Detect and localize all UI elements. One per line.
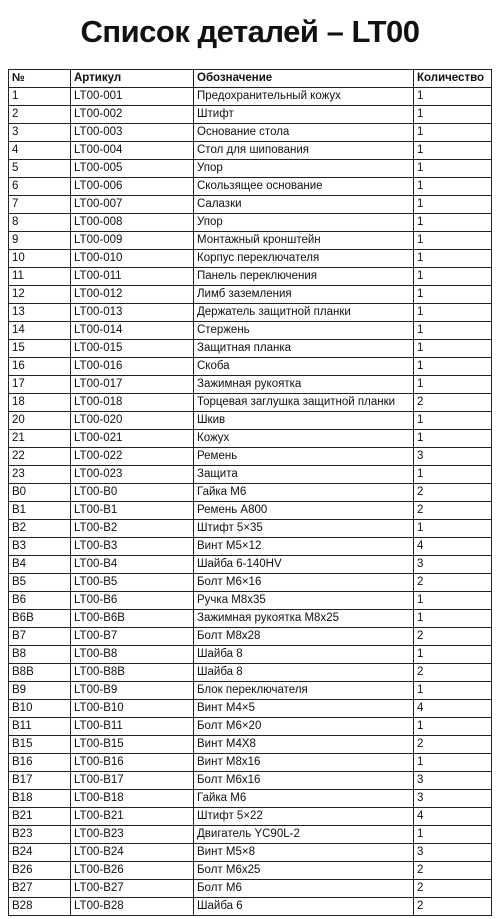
table-row bbox=[9, 412, 492, 430]
cell-quantity: 2 bbox=[414, 484, 492, 502]
page-title: Список деталей – LT00 bbox=[80, 14, 420, 49]
table-row bbox=[9, 610, 492, 628]
table-row bbox=[9, 124, 492, 142]
cell-number: 22 bbox=[9, 448, 71, 466]
cell-quantity: 2 bbox=[414, 664, 492, 682]
table-row bbox=[9, 538, 492, 556]
cell-designation: Штифт 5×22 bbox=[194, 808, 414, 826]
cell-quantity: 1 bbox=[414, 142, 492, 160]
table-row bbox=[9, 520, 492, 538]
table-row bbox=[9, 88, 492, 106]
table-row bbox=[9, 736, 492, 754]
cell-quantity: 1 bbox=[414, 214, 492, 232]
cell-designation: Шайба 8 bbox=[194, 664, 414, 682]
cell-article: LT00-B15 bbox=[71, 736, 194, 754]
column-header-number: № bbox=[9, 70, 71, 88]
cell-number: B15 bbox=[9, 736, 71, 754]
cell-article: LT00-013 bbox=[71, 304, 194, 322]
cell-article: LT00-B8 bbox=[71, 646, 194, 664]
cell-article: LT00-B8B bbox=[71, 664, 194, 682]
cell-number: B2 bbox=[9, 520, 71, 538]
table-row bbox=[9, 142, 492, 160]
cell-designation: Шайба 8 bbox=[194, 646, 414, 664]
cell-article: LT00-021 bbox=[71, 430, 194, 448]
cell-article: LT00-012 bbox=[71, 286, 194, 304]
cell-quantity: 1 bbox=[414, 178, 492, 196]
cell-article: LT00-B6 bbox=[71, 592, 194, 610]
table-row bbox=[9, 322, 492, 340]
cell-number: B8 bbox=[9, 646, 71, 664]
cell-article: LT00-B7 bbox=[71, 628, 194, 646]
cell-quantity: 1 bbox=[414, 232, 492, 250]
table-row bbox=[9, 268, 492, 286]
cell-article: LT00-B9 bbox=[71, 682, 194, 700]
table-row bbox=[9, 592, 492, 610]
cell-article: LT00-B17 bbox=[71, 772, 194, 790]
cell-number: B17 bbox=[9, 772, 71, 790]
cell-designation: Зажимная рукоятка М8х25 bbox=[194, 610, 414, 628]
cell-quantity: 1 bbox=[414, 322, 492, 340]
cell-number: B0 bbox=[9, 484, 71, 502]
cell-article: LT00-B21 bbox=[71, 808, 194, 826]
cell-number: B6 bbox=[9, 592, 71, 610]
table-row bbox=[9, 628, 492, 646]
table-row bbox=[9, 286, 492, 304]
cell-designation: Ремень А800 bbox=[194, 502, 414, 520]
cell-designation: Винт М5×12 bbox=[194, 538, 414, 556]
cell-designation: Гайка М6 bbox=[194, 484, 414, 502]
cell-article: LT00-010 bbox=[71, 250, 194, 268]
table-row bbox=[9, 718, 492, 736]
cell-quantity: 1 bbox=[414, 286, 492, 304]
cell-number: B4 bbox=[9, 556, 71, 574]
cell-designation: Шкив bbox=[194, 412, 414, 430]
cell-quantity: 3 bbox=[414, 556, 492, 574]
cell-designation: Болт М6×20 bbox=[194, 718, 414, 736]
cell-number: 14 bbox=[9, 322, 71, 340]
cell-quantity: 4 bbox=[414, 808, 492, 826]
table-row bbox=[9, 790, 492, 808]
table-row bbox=[9, 556, 492, 574]
cell-quantity: 1 bbox=[414, 250, 492, 268]
cell-article: LT00-B10 bbox=[71, 700, 194, 718]
table-row bbox=[9, 376, 492, 394]
cell-number: B21 bbox=[9, 808, 71, 826]
cell-number: B26 bbox=[9, 862, 71, 880]
cell-quantity: 4 bbox=[414, 700, 492, 718]
cell-number: B10 bbox=[9, 700, 71, 718]
cell-article: LT00-022 bbox=[71, 448, 194, 466]
cell-designation: Болт М8х28 bbox=[194, 628, 414, 646]
cell-number: 2 bbox=[9, 106, 71, 124]
table-row bbox=[9, 646, 492, 664]
cell-number: 4 bbox=[9, 142, 71, 160]
cell-designation: Винт М4×5 bbox=[194, 700, 414, 718]
cell-article: LT00-006 bbox=[71, 178, 194, 196]
cell-designation: Держатель защитной планки bbox=[194, 304, 414, 322]
cell-number: B7 bbox=[9, 628, 71, 646]
cell-quantity: 1 bbox=[414, 358, 492, 376]
cell-number: B16 bbox=[9, 754, 71, 772]
table-row bbox=[9, 844, 492, 862]
cell-designation: Ремень bbox=[194, 448, 414, 466]
cell-number: 12 bbox=[9, 286, 71, 304]
table-row bbox=[9, 232, 492, 250]
cell-article: LT00-005 bbox=[71, 160, 194, 178]
cell-number: 23 bbox=[9, 466, 71, 484]
cell-quantity: 1 bbox=[414, 340, 492, 358]
cell-article: LT00-B24 bbox=[71, 844, 194, 862]
cell-quantity: 2 bbox=[414, 502, 492, 520]
table-row bbox=[9, 484, 492, 502]
cell-designation: Основание стола bbox=[194, 124, 414, 142]
cell-number: 16 bbox=[9, 358, 71, 376]
cell-number: 15 bbox=[9, 340, 71, 358]
cell-article: LT00-B18 bbox=[71, 790, 194, 808]
cell-article: LT00-B4 bbox=[71, 556, 194, 574]
cell-article: LT00-B5 bbox=[71, 574, 194, 592]
cell-designation: Шайба 6-140HV bbox=[194, 556, 414, 574]
cell-number: 9 bbox=[9, 232, 71, 250]
cell-designation: Скользящее основание bbox=[194, 178, 414, 196]
cell-designation: Упор bbox=[194, 160, 414, 178]
column-header-article: Артикул bbox=[71, 70, 194, 88]
cell-quantity: 1 bbox=[414, 160, 492, 178]
table-row bbox=[9, 754, 492, 772]
cell-number: B9 bbox=[9, 682, 71, 700]
cell-designation: Двигатель YC90L-2 bbox=[194, 826, 414, 844]
table-row bbox=[9, 808, 492, 826]
cell-number: B24 bbox=[9, 844, 71, 862]
cell-quantity: 2 bbox=[414, 574, 492, 592]
table-row bbox=[9, 250, 492, 268]
parts-table-body bbox=[9, 88, 492, 916]
cell-article: LT00-004 bbox=[71, 142, 194, 160]
table-row bbox=[9, 394, 492, 412]
cell-article: LT00-B26 bbox=[71, 862, 194, 880]
cell-number: 20 bbox=[9, 412, 71, 430]
cell-quantity: 1 bbox=[414, 124, 492, 142]
cell-designation: Панель переключения bbox=[194, 268, 414, 286]
table-row bbox=[9, 862, 492, 880]
cell-quantity: 1 bbox=[414, 88, 492, 106]
column-header-designation: Обозначение bbox=[194, 70, 414, 88]
cell-article: LT00-B28 bbox=[71, 898, 194, 916]
cell-quantity: 2 bbox=[414, 628, 492, 646]
cell-quantity: 3 bbox=[414, 844, 492, 862]
cell-designation: Торцевая заглушка защитной планки bbox=[194, 394, 414, 412]
cell-article: LT00-B27 bbox=[71, 880, 194, 898]
cell-quantity: 1 bbox=[414, 376, 492, 394]
cell-article: LT00-B6B bbox=[71, 610, 194, 628]
cell-designation: Болт М6х16 bbox=[194, 772, 414, 790]
cell-number: 17 bbox=[9, 376, 71, 394]
cell-quantity: 1 bbox=[414, 304, 492, 322]
cell-article: LT00-003 bbox=[71, 124, 194, 142]
cell-designation: Шайба 6 bbox=[194, 898, 414, 916]
cell-designation: Лимб заземления bbox=[194, 286, 414, 304]
cell-designation: Болт М6 bbox=[194, 880, 414, 898]
cell-quantity: 1 bbox=[414, 610, 492, 628]
cell-designation: Монтажный кронштейн bbox=[194, 232, 414, 250]
cell-number: 11 bbox=[9, 268, 71, 286]
cell-quantity: 1 bbox=[414, 826, 492, 844]
cell-quantity: 1 bbox=[414, 754, 492, 772]
cell-number: B1 bbox=[9, 502, 71, 520]
cell-article: LT00-015 bbox=[71, 340, 194, 358]
table-row bbox=[9, 826, 492, 844]
cell-article: LT00-B11 bbox=[71, 718, 194, 736]
table-header-row bbox=[9, 70, 492, 88]
cell-designation: Салазки bbox=[194, 196, 414, 214]
table-row bbox=[9, 448, 492, 466]
cell-designation: Винт М4Х8 bbox=[194, 736, 414, 754]
cell-designation: Болт М6х25 bbox=[194, 862, 414, 880]
table-row bbox=[9, 304, 492, 322]
cell-quantity: 3 bbox=[414, 772, 492, 790]
cell-number: 1 bbox=[9, 88, 71, 106]
cell-designation: Защитная планка bbox=[194, 340, 414, 358]
cell-article: LT00-B2 bbox=[71, 520, 194, 538]
cell-article: LT00-011 bbox=[71, 268, 194, 286]
cell-number: 21 bbox=[9, 430, 71, 448]
cell-quantity: 3 bbox=[414, 448, 492, 466]
cell-article: LT00-B1 bbox=[71, 502, 194, 520]
cell-article: LT00-B3 bbox=[71, 538, 194, 556]
cell-number: 7 bbox=[9, 196, 71, 214]
cell-designation: Штифт 5×35 bbox=[194, 520, 414, 538]
table-row bbox=[9, 106, 492, 124]
cell-designation: Зажимная рукоятка bbox=[194, 376, 414, 394]
cell-designation: Винт М8х16 bbox=[194, 754, 414, 772]
cell-article: LT00-009 bbox=[71, 232, 194, 250]
cell-number: B23 bbox=[9, 826, 71, 844]
cell-number: B27 bbox=[9, 880, 71, 898]
cell-number: B6B bbox=[9, 610, 71, 628]
table-row bbox=[9, 682, 492, 700]
column-header-quantity: Количество bbox=[414, 70, 492, 88]
table-row bbox=[9, 196, 492, 214]
cell-number: B11 bbox=[9, 718, 71, 736]
table-row bbox=[9, 214, 492, 232]
cell-quantity: 2 bbox=[414, 736, 492, 754]
table-row bbox=[9, 574, 492, 592]
cell-article: LT00-B16 bbox=[71, 754, 194, 772]
cell-quantity: 2 bbox=[414, 394, 492, 412]
table-row bbox=[9, 340, 492, 358]
cell-number: B18 bbox=[9, 790, 71, 808]
cell-article: LT00-008 bbox=[71, 214, 194, 232]
table-row bbox=[9, 664, 492, 682]
cell-number: 3 bbox=[9, 124, 71, 142]
cell-quantity: 1 bbox=[414, 682, 492, 700]
cell-quantity: 2 bbox=[414, 898, 492, 916]
cell-quantity: 1 bbox=[414, 520, 492, 538]
cell-article: LT00-020 bbox=[71, 412, 194, 430]
cell-quantity: 4 bbox=[414, 538, 492, 556]
cell-article: LT00-002 bbox=[71, 106, 194, 124]
cell-number: 10 bbox=[9, 250, 71, 268]
cell-quantity: 1 bbox=[414, 412, 492, 430]
table-row bbox=[9, 358, 492, 376]
table-row bbox=[9, 502, 492, 520]
cell-designation: Скоба bbox=[194, 358, 414, 376]
table-row bbox=[9, 898, 492, 916]
table-row bbox=[9, 772, 492, 790]
cell-designation: Стол для шипования bbox=[194, 142, 414, 160]
cell-article: LT00-018 bbox=[71, 394, 194, 412]
cell-number: 18 bbox=[9, 394, 71, 412]
table-row bbox=[9, 466, 492, 484]
cell-quantity: 1 bbox=[414, 430, 492, 448]
cell-designation: Предохранительный кожух bbox=[194, 88, 414, 106]
cell-designation: Винт М5×8 bbox=[194, 844, 414, 862]
cell-designation: Ручка М8х35 bbox=[194, 592, 414, 610]
cell-quantity: 2 bbox=[414, 880, 492, 898]
table-row bbox=[9, 880, 492, 898]
cell-article: LT00-017 bbox=[71, 376, 194, 394]
cell-quantity: 1 bbox=[414, 592, 492, 610]
cell-designation: Кожух bbox=[194, 430, 414, 448]
cell-article: LT00-001 bbox=[71, 88, 194, 106]
table-row bbox=[9, 178, 492, 196]
cell-number: B8B bbox=[9, 664, 71, 682]
cell-designation: Блок переключателя bbox=[194, 682, 414, 700]
cell-designation: Гайка М6 bbox=[194, 790, 414, 808]
cell-article: LT00-014 bbox=[71, 322, 194, 340]
cell-designation: Болт М6×16 bbox=[194, 574, 414, 592]
cell-quantity: 3 bbox=[414, 790, 492, 808]
cell-quantity: 1 bbox=[414, 106, 492, 124]
cell-article: LT00-007 bbox=[71, 196, 194, 214]
cell-designation: Стержень bbox=[194, 322, 414, 340]
cell-quantity: 2 bbox=[414, 862, 492, 880]
cell-quantity: 1 bbox=[414, 268, 492, 286]
cell-quantity: 1 bbox=[414, 646, 492, 664]
cell-quantity: 1 bbox=[414, 466, 492, 484]
cell-article: LT00-016 bbox=[71, 358, 194, 376]
cell-designation: Штифт bbox=[194, 106, 414, 124]
cell-number: 6 bbox=[9, 178, 71, 196]
cell-quantity: 1 bbox=[414, 196, 492, 214]
cell-article: LT00-B0 bbox=[71, 484, 194, 502]
cell-number: B3 bbox=[9, 538, 71, 556]
cell-number: B28 bbox=[9, 898, 71, 916]
parts-table bbox=[8, 69, 492, 916]
table-row bbox=[9, 160, 492, 178]
table-row bbox=[9, 430, 492, 448]
cell-number: 13 bbox=[9, 304, 71, 322]
table-row bbox=[9, 700, 492, 718]
cell-designation: Корпус переключателя bbox=[194, 250, 414, 268]
cell-designation: Защита bbox=[194, 466, 414, 484]
cell-article: LT00-B23 bbox=[71, 826, 194, 844]
cell-number: 8 bbox=[9, 214, 71, 232]
cell-number: B5 bbox=[9, 574, 71, 592]
cell-article: LT00-023 bbox=[71, 466, 194, 484]
cell-quantity: 1 bbox=[414, 718, 492, 736]
cell-designation: Упор bbox=[194, 214, 414, 232]
cell-number: 5 bbox=[9, 160, 71, 178]
